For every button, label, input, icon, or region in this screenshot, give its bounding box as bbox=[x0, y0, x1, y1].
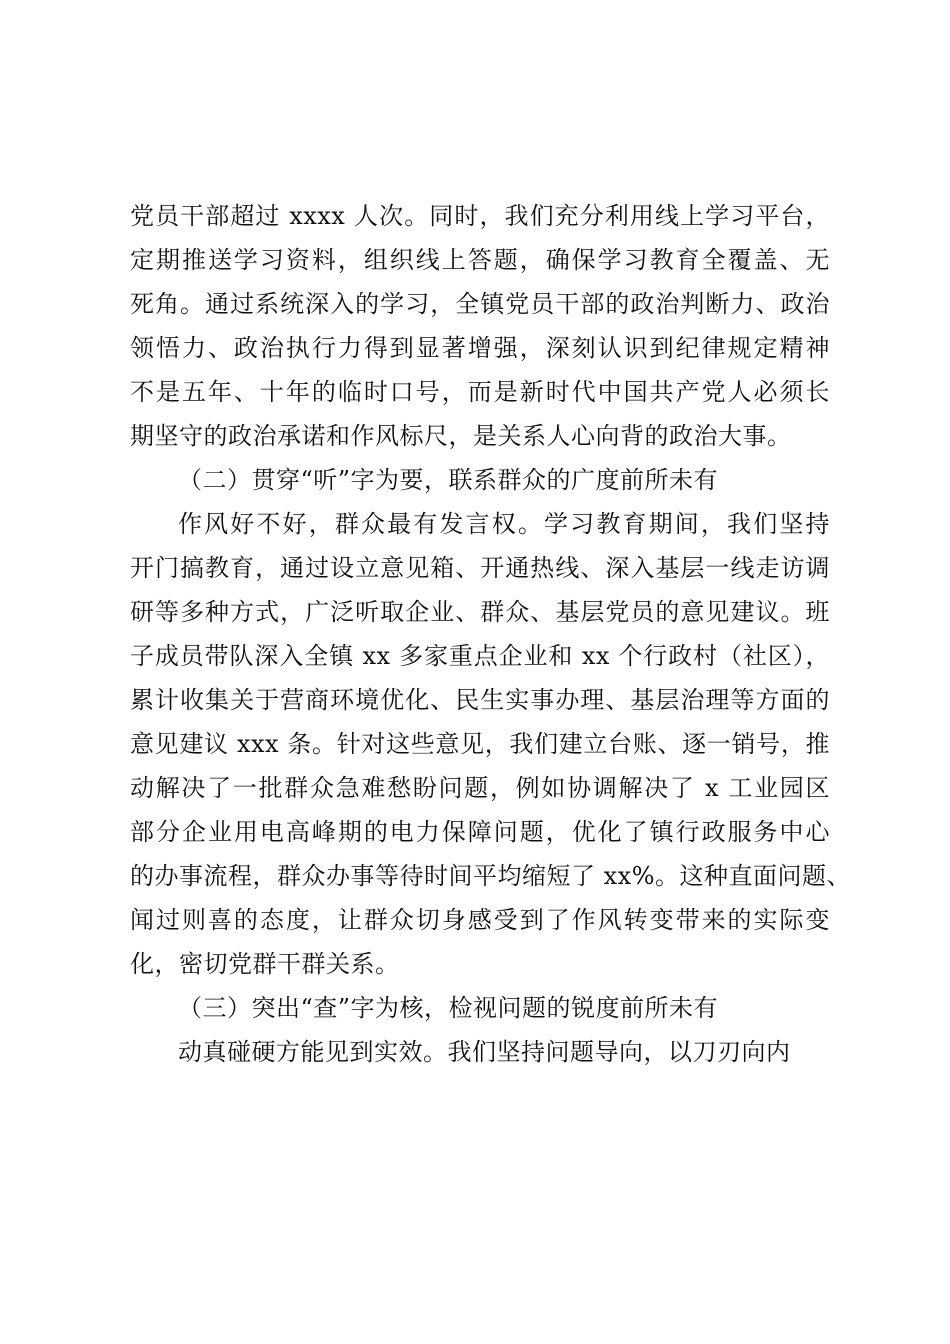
paragraph-2-line-8: 部分企业用电高峰期的电力保障问题，优化了镇行政服务中心 bbox=[130, 818, 830, 846]
paragraph-1-line-4: 领悟力、政治执行力得到显著增强，深刻认识到纪律规定精神 bbox=[130, 334, 830, 362]
paragraph-1-line-2: 定期推送学习资料，组织线上答题，确保学习教育全覆盖、无 bbox=[130, 246, 830, 274]
paragraph-2-line-1: 作风好不好，群众最有发言权。学习教育期间，我们坚持 bbox=[178, 510, 830, 538]
paragraph-2-line-9: 的办事流程，群众办事等待时间平均缩短了 xx%。这种直面问题、 bbox=[130, 862, 852, 890]
paragraph-1-line-6: 期坚守的政治承诺和作风标尺，是关系人心向背的政治大事。 bbox=[130, 422, 792, 450]
paragraph-2-line-5: 累计收集关于营商环境优化、民生实事办理、基层治理等方面的 bbox=[130, 686, 830, 714]
section-heading-3: （三）突出“查”字为核，检视问题的锐度前所未有 bbox=[178, 994, 719, 1022]
paragraph-1-line-1: 党员干部超过 xxxx 人次。同时，我们充分利用线上学习平台， bbox=[130, 202, 830, 230]
paragraph-1-line-5: 不是五年、十年的临时口号，而是新时代中国共产党人必须长 bbox=[130, 378, 830, 406]
paragraph-2-line-10: 闻过则喜的态度，让群众切身感受到了作风转变带来的实际变 bbox=[130, 906, 830, 934]
paragraph-3-line-1: 动真碰硬方能见到实效。我们坚持问题导向，以刀刃向内 bbox=[178, 1038, 791, 1066]
paragraph-2-line-2: 开门搞教育，通过设立意见箱、开通热线、深入基层一线走访调 bbox=[130, 554, 830, 582]
paragraph-2-line-4: 子成员带队深入全镇 xx 多家重点企业和 xx 个行政村（社区）， bbox=[130, 642, 830, 670]
section-heading-2: （二）贯穿“听”字为要，联系群众的广度前所未有 bbox=[178, 466, 719, 494]
paragraph-2-line-3: 研等多种方式，广泛听取企业、群众、基层党员的意见建议。班 bbox=[130, 598, 830, 626]
paragraph-2-line-6: 意见建议 xxx 条。针对这些意见，我们建立台账、逐一销号，推 bbox=[130, 730, 830, 758]
paragraph-2-line-11: 化，密切党群干群关系。 bbox=[130, 950, 400, 978]
paragraph-2-line-7: 动解决了一批群众急难愁盼问题，例如协调解决了 x 工业园区 bbox=[130, 774, 830, 802]
paragraph-1-line-3: 死角。通过系统深入的学习，全镇党员干部的政治判断力、政治 bbox=[130, 290, 830, 318]
document-body bbox=[130, 194, 852, 1074]
